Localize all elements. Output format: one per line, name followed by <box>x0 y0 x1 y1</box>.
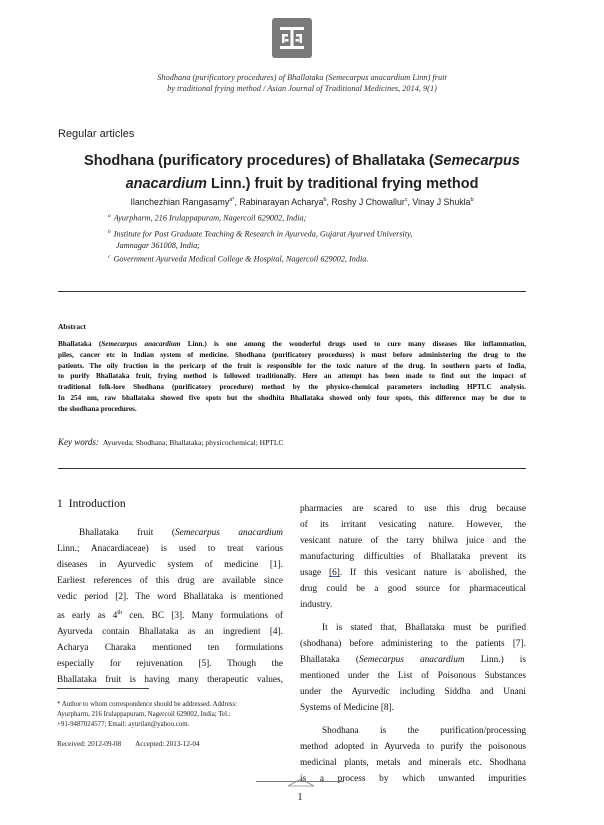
journal-logo-icon <box>272 18 312 58</box>
article-title <box>60 150 544 196</box>
author-name: Ilanchezhian Rangasamy <box>130 197 230 207</box>
keywords-label: Key words: <box>58 437 99 447</box>
page-number: 1 <box>297 792 303 803</box>
footer-ornament-icon <box>288 774 314 792</box>
divider <box>58 468 526 469</box>
body-column-right: pharmacies are scared to use this drug because of its irritant vesicating nature. However, the vesicant nature of the tarry bhilwa juice and the manufacturing difficulties of Bhallataka prevent its usage [6]. If this vesicant nature is abolished, the drug could be a good source for pharmaceutical industry. It is stated that, Bhallataka must be purified (shodhana) before administering to the patients [7]. Bhallataka (Semecarpus anacardium Linn.) is mentioned under the List of Poisonous Substances under the Ayurvedic including Siddha and Unani Systems of Medicine [8]. Shodhana is the purification/processing method adopted in Ayurveda to purify the poisonous medicinal plants, metals and minerals etc. Shodhana is a process by which unwanted impurities <box>300 504 527 784</box>
article-dates <box>57 740 200 748</box>
affiliation-b: $^b$ Institute for Post Graduate Teaching & Research in Ayurveda, Gujarat Ayurved University, Jamnagar 361008, India; <box>108 229 413 250</box>
correspondence-footnote: * Author to whom correspondence should be addressed. Address: Ayurpharm, 216 Irulappapuram, Nagercoil 629002, India; Tel.: +91-9487024577; Email: ayurilan@yahoo.com. <box>57 701 238 728</box>
author-list: Ilanchezhian Rangasamy$^{a*}$, Rabinarayan Acharya$^b$, Roshy J Chowallur$^c$, Vinay J Shukla$^b$ <box>130 197 474 207</box>
section-heading-introduction: 1 Introduction <box>57 498 126 510</box>
abstract-heading: Abstract <box>58 322 86 331</box>
running-citation <box>60 72 544 94</box>
author-name: Rabinarayan Acharya <box>239 197 324 207</box>
title-line-1: Shodhana (purificatory procedures) of Bhallataka (Semecarpus <box>84 153 520 169</box>
reference-link[interactable]: [6] <box>329 568 340 578</box>
abstract-body: Bhallataka (Semecarpus anacardium Linn.) is one among the wonderful drugs used to cure many diseases like inflammation, piles, cancer etc in Indian system of medicine. Shodhana (purificatory procedures) is must before administering the drug to the patients. The oily fraction in the pericarp of the fruit is responsible for the toxic nature of the drug. In southern parts of India, to purify Bhallataka fruit, frying method is followed traditionally. Here an attempt has been made to find out the impact of traditional folk-lore Shodhana (purificatory procedure) method by the physico-chemical parameters including HPTLC analysis. In 254 nm, raw bhallataka showed five spots but the shodhita Bhallataka showed only four spots, this difference may be due to the shodhana procedures. <box>58 340 527 413</box>
citation-line-2: by traditional frying method / Asian Journal of Traditional Medicines, 2014, 9(1) <box>167 84 437 93</box>
footnote-divider <box>57 688 149 689</box>
received-date: Received: 2012-09-08 <box>57 740 122 748</box>
keywords <box>58 437 283 447</box>
title-line-2: anacardium Linn.) fruit by traditional frying method <box>125 176 479 192</box>
citation-line-1: Shodhana (purificatory procedures) of Bhallataka (Semecarpus anacardium Linn) fruit <box>157 73 447 82</box>
affiliation-a: $^a$ Ayurpharm, 216 Irulappapuram, Nagercoil 629002, India; <box>108 213 307 223</box>
author-name: Vinay J Shukla <box>412 197 471 207</box>
body-column-left: Bhallataka fruit (Semecarpus anacardium Linn.; Anacardiaceae) is used to treat various diseases in Ayurvedic system of medicine [1]. Earliest references of this drug are available since vedic period [2]. The word Bhallataka is mentioned as early as 4th cen. BC [3]. Many formulations of Ayurveda contain Bhallataka as an ingredient [4]. Acharya Charaka mentioned ten formulations especially for rejuvenation [5]. Though the Bhallataka fruit is having many therapeutic values, <box>57 528 283 686</box>
keywords-text: Ayurveda; Shodhana; Bhallataka; physicochemical; HPTLC <box>102 438 284 447</box>
divider <box>58 291 526 292</box>
author-name: Roshy J Chowallur <box>331 197 405 207</box>
accepted-date: Accepted: 2013-12-04 <box>135 740 200 748</box>
affiliation-c: $^c$ Government Ayurveda Medical College & Hospital, Nagercoil 629002, India. <box>108 254 369 264</box>
section-label: Regular articles <box>58 128 135 140</box>
